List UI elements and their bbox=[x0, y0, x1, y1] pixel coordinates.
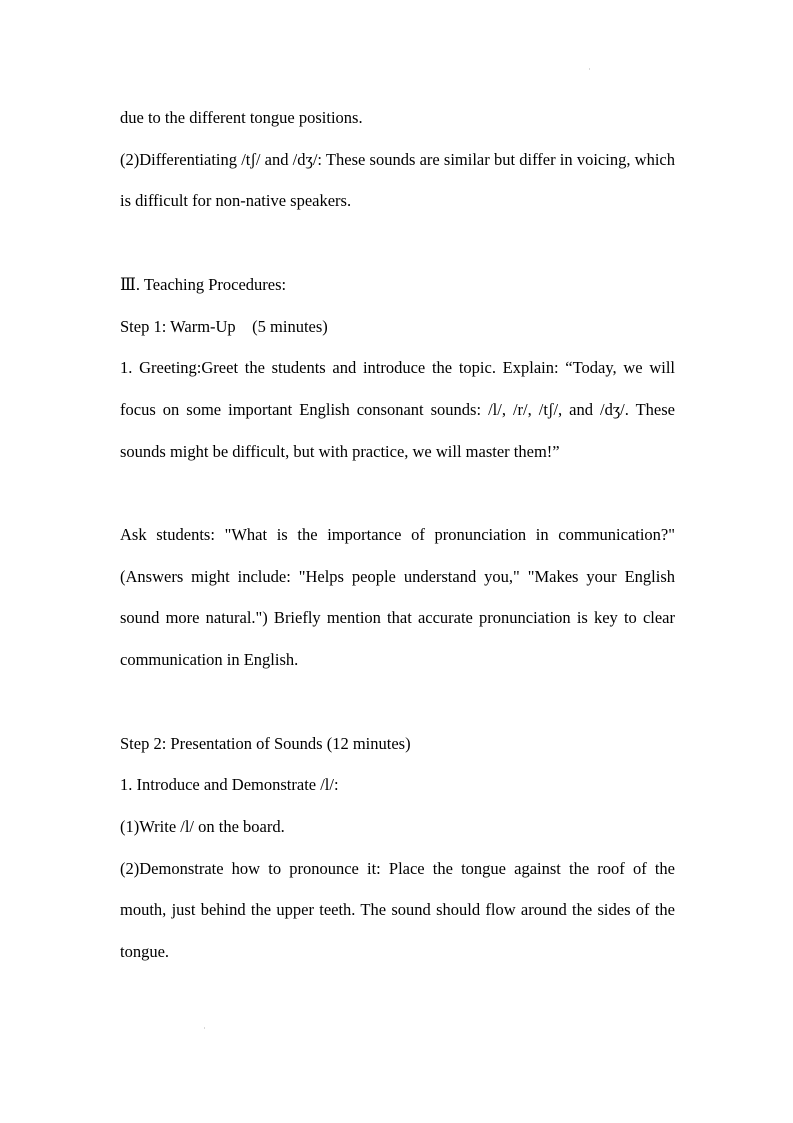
scan-mark bbox=[204, 1027, 205, 1029]
paragraph-differentiating: (2)Differentiating /tʃ/ and /dʒ/: These sounds are similar but differ in voicing, which is difficult for non-native speakers. bbox=[120, 149, 675, 211]
document-body bbox=[120, 97, 675, 973]
paragraph-demonstrate-l: (2)Demonstrate how to pronounce it: Place the tongue against the roof of the mouth, just behind the upper teeth. The sound should flow around the sides of the tongue. bbox=[120, 858, 675, 962]
blank-line bbox=[120, 472, 675, 514]
section-heading: Ⅲ. Teaching Procedures: bbox=[120, 274, 287, 294]
step-1-heading: Step 1: Warm-Up (5 minutes) bbox=[120, 316, 328, 336]
blank-line bbox=[120, 222, 675, 264]
scan-mark bbox=[589, 68, 590, 70]
blank-line bbox=[120, 681, 675, 723]
paragraph-ask-students: Ask students: "What is the importance of pronunciation in communication?" (Answers might include: "Helps people understand you," "Makes your English sound more natural.") Briefly mention that accurate pronunciation is key to clear communication in English. bbox=[120, 525, 675, 670]
intro-l-heading: 1. Introduce and Demonstrate /l/: bbox=[120, 775, 339, 795]
paragraph-greeting: 1. Greeting:Greet the students and introduce the topic. Explain: “Today, we will focus on some important English consonant sounds: /l/, /r/, /tʃ/, and /dʒ/. These sounds might be difficult, but with practice, we will master them!” bbox=[120, 358, 675, 461]
paragraph-tongue-positions: due to the different tongue positions. bbox=[120, 108, 363, 127]
step-2-heading: Step 2: Presentation of Sounds (12 minutes) bbox=[120, 733, 411, 753]
paragraph-write-l: (1)Write /l/ on the board. bbox=[120, 816, 285, 836]
